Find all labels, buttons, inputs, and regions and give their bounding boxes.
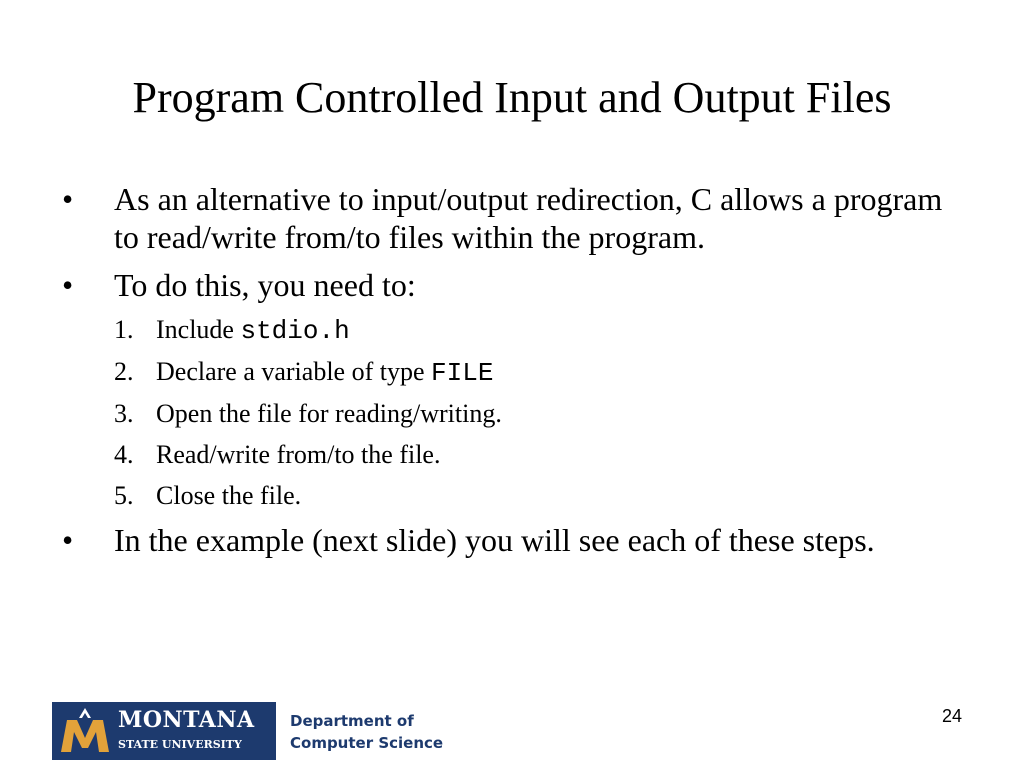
bullet-text: To do this, you need to: xyxy=(114,267,416,303)
bullet-item xyxy=(62,266,962,304)
bullet-dot: • xyxy=(62,267,74,303)
bullet-text: As an alternative to input/output redirection, C allows a program to read/write from/to files within the program. xyxy=(114,181,943,255)
step-item xyxy=(114,356,962,389)
step-code: FILE xyxy=(431,358,494,388)
bullet-item xyxy=(62,521,962,559)
step-number: 3. xyxy=(114,399,134,428)
step-item xyxy=(114,314,962,347)
bullet-text: In the example (next slide) you will see each of these steps. xyxy=(114,522,875,558)
msu-m-mountain-icon xyxy=(55,704,115,758)
department-line-1: Department of xyxy=(290,712,414,730)
step-number: 2. xyxy=(114,357,134,386)
step-text: Include xyxy=(156,315,241,344)
step-item xyxy=(114,439,962,471)
slide-content xyxy=(62,180,962,569)
department-label xyxy=(290,710,443,754)
bullet-dot: • xyxy=(62,522,74,558)
step-number: 5. xyxy=(114,481,134,510)
step-text: Read/write from/to the file. xyxy=(156,440,441,469)
slide-title: Program Controlled Input and Output Files xyxy=(132,73,892,122)
bullet-item xyxy=(62,180,962,256)
steps-list xyxy=(62,314,962,512)
bullet-dot: • xyxy=(62,181,74,217)
step-item xyxy=(114,480,962,512)
step-item xyxy=(114,398,962,430)
logo-subtitle: STATE UNIVERSITY xyxy=(118,738,242,751)
step-text: Close the file. xyxy=(156,481,302,510)
step-number: 4. xyxy=(114,440,134,469)
step-text: Open the file for reading/writing. xyxy=(156,399,502,428)
step-text: Declare a variable of type xyxy=(156,357,432,386)
page-number: 24 xyxy=(941,706,962,726)
department-line-2: Computer Science xyxy=(290,734,444,752)
step-code: stdio.h xyxy=(240,316,350,346)
step-number: 1. xyxy=(114,315,134,344)
logo-name: MONTANA xyxy=(118,707,255,733)
university-logo xyxy=(52,702,276,760)
